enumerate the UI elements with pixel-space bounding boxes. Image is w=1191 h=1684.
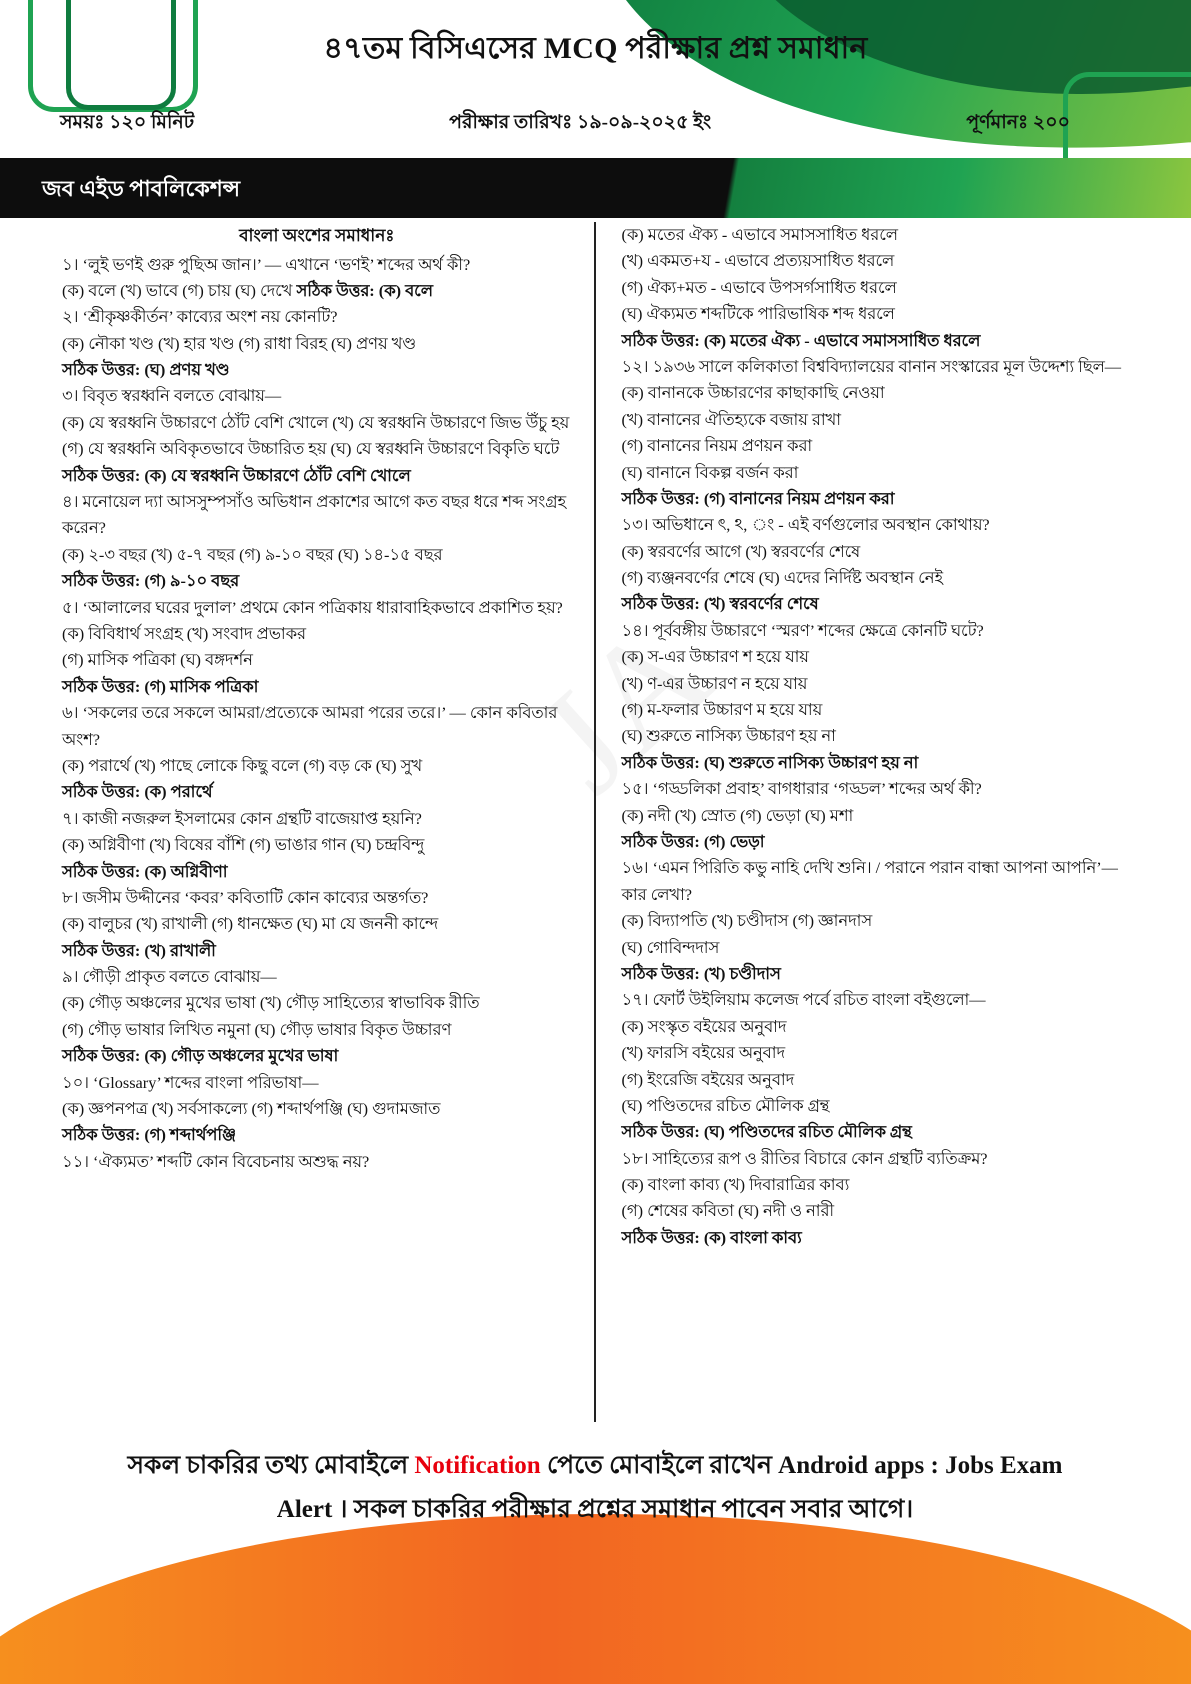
question-block [622,512,1136,618]
correct-answer: সঠিক উত্তর: (ক) বাংলা কাব্য [621,1227,802,1247]
option-line: (ক) স-এর উচ্চারণ শ হয়ে যায় [621,647,809,667]
question-block [62,595,572,701]
question-text: ১৩। অভিধানে ৎ, ঽ, ং - এই বর্ণগুলোর অবস্থান কোথায়? [621,515,990,535]
publisher-name: জব এইড পাবলিকেশন্স [42,176,241,201]
correct-answer: সঠিক উত্তর: (খ) স্বরবর্ণের শেষে [621,594,819,614]
exam-meta [60,108,1070,140]
correct-answer-inline: সঠিক উত্তর: (ক) বলে [296,280,433,300]
question-block [622,1146,1136,1252]
footer-line1-suffix: পেতে মোবাইলে রাখেন Android apps : Jobs Exam [540,1452,1063,1479]
option-line: (ক) বালুচর (খ) রাখালী (গ) ধানক্ষেত (ঘ) মা যে জননী কান্দে [62,914,439,934]
option-line: (খ) ফারসি বইয়ের অনুবাদ [621,1043,786,1063]
question-text: ৬। ‘সকলের তরে সকলে আমরা/প্রত্যেকে আমরা পরের তরে।’ — কোন কবিতার অংশ? [62,703,558,749]
question-text: ১০। ‘Glossary’ শব্দের বাংলা পরিভাষা— [62,1072,319,1092]
question-text: ৪। মনোয়েল দ্যা আসসুম্পসাঁও অভিধান প্রকাশের আগে কত বছর ধরে শব্দ সংগ্রহ করেন? [62,492,567,538]
question-text: ১৮। সাহিত্যের রূপ ও রীতির বিচারে কোন গ্রন্থটি ব্যতিক্রম? [621,1148,988,1168]
question-block [622,776,1136,855]
correct-answer: সঠিক উত্তর: (ঘ) প্রণয় খণ্ড [62,360,230,380]
question-text: ১১। ‘ঐক্যমত’ শব্দটি কোন বিবেচনায় অশুদ্ধ নয়? [62,1151,370,1171]
left-question-list [62,252,572,1176]
option-line: (গ) বানানের নিয়ম প্রণয়ন করা [621,436,813,456]
correct-answer: সঠিক উত্তর: (গ) মাসিক পত্রিকা [62,676,259,696]
page-title: ৪৭তম বিসিএসের MCQ পরীক্ষার প্রশ্ন সমাধান [323,32,868,65]
question-block [62,1149,572,1175]
option-line: (ঘ) পণ্ডিতদের রচিত মৌলিক গ্রন্থ [621,1095,830,1115]
exam-total-marks: পূর্ণমানঃ ২০০ [966,112,1070,133]
option-line: (গ) ম-ফলার উচ্চারণ ম হয়ে যায় [621,700,823,720]
right-column [596,222,1158,1422]
page-footer [0,1422,1191,1684]
option-line: (গ) মাসিক পত্রিকা (ঘ) বঙ্গদর্শন [62,650,253,670]
option-line: (ক) বলে (খ) ভাবে (গ) চায় (ঘ) দেখে সঠিক উত্তর: (ক) বলে [62,280,433,300]
question-text: ৯। গৌড়ী প্রাকৃত বলতে বোঝায়— [62,967,277,987]
option-line: (গ) গৌড় ভাষার লিখিত নমুনা (ঘ) গৌড় ভাষার বিকৃত উচ্চারণ [62,1019,452,1039]
question-block [62,489,572,595]
option-line: (গ) ইংরেজি বইয়ের অনুবাদ [621,1069,795,1089]
question-text: ১৬। ‘এমন পিরিতি কভু নাহি দেখি শুনি। / পরানে পরান বান্ধা আপনা আপনি’—কার লেখা? [621,858,1118,904]
correct-answer: সঠিক উত্তর: (ক) অগ্নিবীণা [62,861,228,881]
option-line: (ক) বিদ্যাপতি (খ) চণ্ডীদাস (গ) জ্ঞানদাস [621,911,873,931]
option-line: (ক) পরার্থে (খ) পাছে লোকে কিছু বলে (গ) বড় কে (ঘ) সুখ [62,755,423,775]
option-line: (খ) ণ-এর উচ্চারণ ন হয়ে যায় [621,673,808,693]
question-text: ৭। কাজী নজরুল ইসলামের কোন গ্রন্থটি বাজেয়াপ্ত হয়নি? [62,808,422,828]
correct-answer: সঠিক উত্তর: (ক) যে স্বরধ্বনি উচ্চারণে ঠোঁট বেশি খোলে [62,465,411,485]
option-line: (ক) গৌড় অঞ্চলের মুখের ভাষা (খ) গৌড় সাহিত্যের স্বাভাবিক রীতি [62,993,480,1013]
option-line: (ক) বিবিধার্থ সংগ্রহ (খ) সংবাদ প্রভাকর [62,624,306,643]
option-line: (খ) একমত+য - এভাবে প্রত্যয়সাধিত ধরলে [621,251,895,271]
option-line: (ক) জ্ঞপনপত্র (খ) সর্বসাকল্যে (গ) শব্দার্থপঞ্জি (ঘ) গুদামজাত [62,1099,441,1119]
option-line: (খ) বানানের ঐতিহ্যকে বজায় রাখা [621,409,841,429]
option-line: (ঘ) বানানে বিকল্প বর্জন করা [621,462,799,482]
footer-line2: Alert । সকল চাকরির পরীক্ষার প্রশ্নের সমাধান পাবেন সবার আগে। [276,1495,914,1523]
correct-answer: সঠিক উত্তর: (খ) চণ্ডীদাস [621,963,781,983]
question-block [62,964,572,1070]
option-line: (ক) মতের ঐক্য - এভাবে সমাসসাধিত ধরলে [621,225,898,244]
option-line: (ক) বাংলা কাব্য (খ) দিবারাত্রির কাব্য [621,1175,850,1195]
question-block [622,222,1136,354]
question-block [62,700,572,806]
correct-answer: সঠিক উত্তর: (গ) শব্দার্থপঞ্জি [62,1125,236,1145]
page-header [0,0,1191,218]
option-line: (ঘ) শুরুতে নাসিক্য উচ্চারণ হয় না [621,726,836,746]
correct-answer: সঠিক উত্তর: (ঘ) শুরুতে নাসিক্য উচ্চারণ হয় না [621,752,919,772]
correct-answer: সঠিক উত্তর: (ক) মতের ঐক্য - এভাবে সমাসসাধিত ধরলে [621,330,981,350]
option-line: (ক) যে স্বরধ্বনি উচ্চারণে ঠোঁট বেশি খোলে (খ) যে স্বরধ্বনি উচ্চারণে জিভ উঁচু হয় [62,412,570,432]
option-line: (গ) শেষের কবিতা (ঘ) নদী ও নারী [621,1201,835,1221]
question-block [622,618,1136,776]
question-text: ২। ‘শ্রীকৃষ্ণকীর্তন’ কাব্যের অংশ নয় কোনটি? [62,307,338,327]
question-block [62,806,572,885]
option-line: (গ) ব্যঞ্জনবর্ণের শেষে (ঘ) এদের নির্দিষ্ট অবস্থান নেই [621,568,943,588]
option-line: (ঘ) গোবিন্দদাস [621,937,720,957]
option-line: (ক) নৌকা খণ্ড (খ) হার খণ্ড (গ) রাধা বিরহ (ঘ) প্রণয় খণ্ড [62,333,417,353]
solution-content [0,222,1191,1422]
option-line: (ক) নদী (খ) স্রোত (গ) ভেড়া (ঘ) মশা [621,805,854,825]
question-block [62,304,572,383]
option-line: (ঘ) ঐক্যমত শব্দটিকে পারিভাষিক শব্দ ধরলে [621,304,895,324]
question-text: ১৫। ‘গড্ডলিকা প্রবাহ’ বাগধারার ‘গড্ডল’ শব্দের অর্থ কী? [621,779,982,799]
exam-time: সময়ঃ ১২০ মিনিট [60,112,195,133]
correct-answer: সঠিক উত্তর: (গ) ৯-১০ বছর [62,571,240,591]
option-line: (ক) বানানকে উচ্চারণের কাছাকাছি নেওয়া [621,383,885,403]
question-block [62,1070,572,1149]
question-text: ৫। ‘আলালের ঘরের দুলাল’ প্রথমে কোন পত্রিকায় ধারাবাহিকভাবে প্রকাশিত হয়? [62,597,563,617]
question-block [62,885,572,964]
footer-line1-prefix: সকল চাকরির তথ্য মোবাইলে [127,1452,415,1479]
correct-answer: সঠিক উত্তর: (ক) পরার্থে [62,782,213,802]
question-text: ১৭। ফোর্ট উইলিয়াম কলেজ পর্বে রচিত বাংলা বইগুলো— [621,990,986,1010]
footer-promo-text [70,1444,1120,1532]
correct-answer: সঠিক উত্তর: (ক) গৌড় অঞ্চলের মুখের ভাষা [62,1046,339,1066]
correct-answer: সঠিক উত্তর: (গ) বানানের নিয়ম প্রণয়ন করা [621,488,895,508]
option-line: (ক) সংস্কৃত বইয়ের অনুবাদ [621,1016,787,1036]
exam-date: পরীক্ষার তারিখঃ ১৯-০৯-২০২৫ ইং [449,112,712,133]
correct-answer: সঠিক উত্তর: (ঘ) পণ্ডিতদের রচিত মৌলিক গ্রন্থ [621,1122,912,1142]
footer-notification-highlight: Notification [414,1452,541,1479]
question-block [622,855,1136,987]
correct-answer: সঠিক উত্তর: (খ) রাখালী [62,940,216,960]
section-title-bangla: বাংলা অংশের সমাধানঃ [239,226,395,245]
question-block [622,354,1136,512]
question-text: ১৪। পূর্ববঙ্গীয় উচ্চারণে ‘স্মরণ’ শব্দের ক্ষেত্রে কোনটি ঘটে? [621,620,984,640]
question-text: ১। ‘লুই ভণই গুরু পুছিঅ জান।’ — এখানে ‘ভণই’ শব্দের অর্থ কী? [62,254,471,274]
footer-decoration-wave [0,1514,1191,1684]
left-column [34,222,596,1422]
question-block [62,383,572,489]
option-line: (ক) অগ্নিবীণা (খ) বিষের বাঁশি (গ) ভাঙার গান (ঘ) চন্দ্রবিন্দু [62,835,425,855]
correct-answer: সঠিক উত্তর: (গ) ভেড়া [621,831,765,851]
right-question-list [622,222,1136,1251]
question-text: ৩। বিবৃত স্বরধ্বনি বলতে বোঝায়— [62,386,282,406]
question-block [62,252,572,305]
question-block [622,987,1136,1145]
option-line: (ক) ২-৩ বছর (খ) ৫-৭ বছর (গ) ৯-১০ বছর (ঘ) ১৪-১৫ বছর [62,544,443,564]
option-line: (ক) স্বরবর্ণের আগে (খ) স্বরবর্ণের শেষে [621,541,861,561]
publisher-bar-gradient [631,158,1191,218]
question-text: ১২। ১৯৩৬ সালে কলিকাতা বিশ্ববিদ্যালয়ের বানান সংস্কারের মূল উদ্দেশ্য ছিল— [621,356,1122,376]
option-line: (গ) ঐক্য+মত - এভাবে উপসর্গসাধিত ধরলে [621,277,897,297]
question-text: ৮। জসীম উদ্দীনের ‘কবর’ কবিতাটি কোন কাব্যের অন্তর্গত? [62,887,429,907]
option-line: (গ) যে স্বরধ্বনি অবিকৃতভাবে উচ্চারিত হয় (ঘ) যে স্বরধ্বনি উচ্চারণে বিকৃতি ঘটে [62,439,560,459]
